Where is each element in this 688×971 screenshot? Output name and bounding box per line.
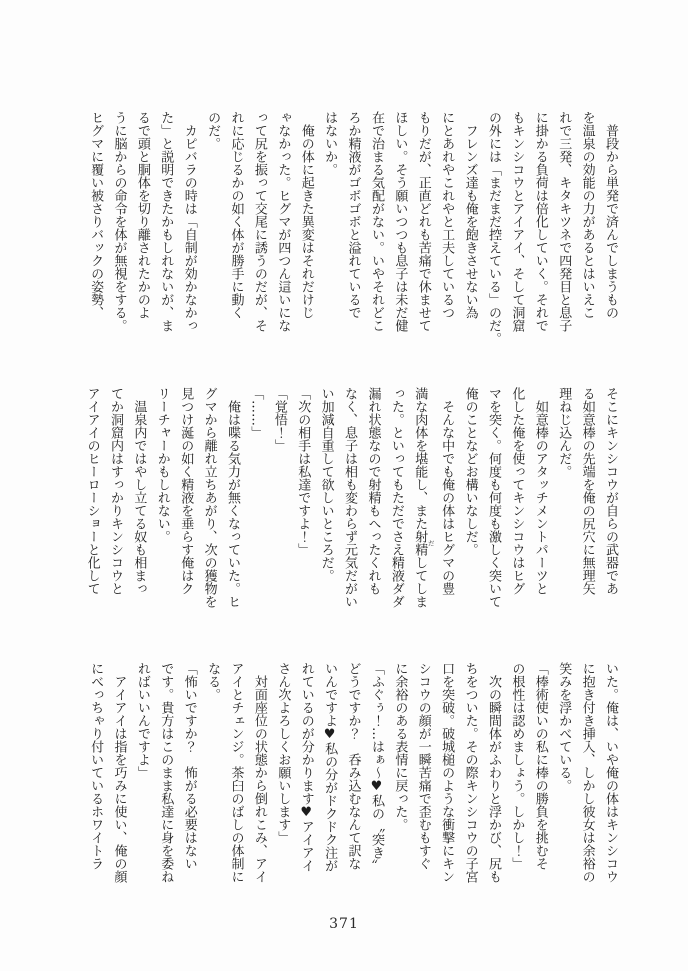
text-column: なる。 [205, 662, 221, 701]
text-column: のだ。 [205, 111, 221, 150]
text-column: ればいいんですよ」 [134, 662, 150, 779]
text-column: いんですよ♥私の分がドクドク注が [322, 662, 338, 872]
text-column: 普段から単発で済んでしまうもの [603, 111, 618, 319]
text-column: ゃなかった。ヒグマが四つん這いにな [275, 111, 291, 332]
text-column: フレンズ達も俺を飽きさせない為 [462, 111, 478, 319]
text-column: そこにキンシコウが自らの武器であ [603, 387, 618, 595]
text-column: った。といってもただでさえ精液ダダ [388, 387, 404, 608]
text-column: 理ねじ込んだ。 [556, 387, 572, 478]
text-column: 俺の体に起きた異変はそれだけじ [298, 111, 314, 319]
text-column: てか洞窟内はすっかりキンシコウと [107, 387, 123, 595]
text-column: に掛かる負荷は倍化していく。それで [532, 111, 548, 332]
text-column: れているのが分かります♥アイアイ [298, 662, 314, 872]
text-column: はないか。 [322, 111, 338, 176]
text-column: です。貴方はこのまま私達に身を委ね [158, 662, 174, 883]
text-column: 「怖いですか？ 怖がる必要はない [181, 662, 197, 870]
text-column: の根性は認めましょう。しかし！」 [509, 662, 525, 870]
text-column: 在で治まる気配がない。いやそれどこ [368, 111, 384, 332]
text-column: うに脳からの命令を体が無視をする。 [111, 111, 127, 332]
text-column: いた。俺は、いや俺の体はキンシコウ [603, 662, 618, 883]
text-column: 見つけ涎の如く精液を垂らす俺はク [178, 387, 194, 595]
page-number: 371 [329, 916, 359, 932]
text-column: にとあれやこれやと工夫しているつ [439, 111, 455, 319]
text-band-middle [80, 387, 622, 608]
text-column: 「……」 [248, 387, 264, 439]
text-column: リーチャーかもしれない。 [154, 387, 170, 543]
text-column: 対面座位の状態から倒れこみ、アイ [251, 662, 267, 883]
text-column: にべっちゃり付いているホワイトラ [88, 662, 104, 870]
text-column: そんな中でも俺の体はヒグマの豊 [439, 387, 455, 595]
text-column: れに応じるかの如く体が勝手に動く [228, 111, 244, 319]
text-column: 満な肉体を堪能し、また射精 だしてしま [412, 387, 435, 608]
text-column: ろか精液がゴボゴボと溢れているで [345, 111, 361, 319]
text-column: グマから離れ立ちあがり、次の獲物を [201, 387, 217, 608]
text-column: れで三発、キタキツネで四発目と息子 [556, 111, 572, 332]
text-column: 笑みを浮かべている。 [556, 662, 572, 792]
text-band-bottom [84, 662, 622, 883]
text-column: さん次よろしくお願いします」 [275, 662, 291, 844]
text-column: 俺は喋る気力が無くなっていた。ヒ [225, 387, 240, 608]
text-column: る如意棒の先端を俺の尻穴に無理矢 [579, 387, 595, 595]
text-column: アイアイは指を巧みに使い、俺の顔 [111, 662, 127, 883]
text-column: ほしい。そう願いつつも息子は未だ健 [392, 111, 408, 332]
text-column: アイとチェンジ。茶臼のばしの体制に [228, 662, 244, 883]
text-column: 漏れ状態なので射精もへったくれも [365, 387, 381, 595]
text-column: アイアイのヒーローショーと化して [84, 387, 100, 595]
text-column: 「次の相手は私達ですよ！」 [295, 387, 311, 556]
text-column: ヒグマに覆い被さりバックの姿勢、 [88, 111, 104, 319]
text-column: 「ふぐぅ！…はぁ～♥私の〝突き〟 [368, 662, 384, 872]
text-column: 如意棒のアタッチメントパーツと [532, 387, 548, 595]
text-column: に余裕のある表情に戻った。 [392, 662, 408, 831]
text-column: マを突く。何度も何度も激しく突いて [485, 387, 501, 608]
text-column: 口を突破。破城槌のような衝撃にキン [439, 662, 455, 883]
text-column: ちをついた。その際キンシコウの子宮 [462, 662, 478, 883]
furigana-ruby: 射精 だ [412, 530, 435, 556]
text-column: って尻を振って交尾に誘うのだが、そ [251, 111, 267, 332]
text-band-top [84, 111, 622, 345]
text-column: カピバラの時は「自制が効かなかっ [181, 111, 197, 332]
text-column: なく、息子は相も変わらず元気だがい [342, 387, 358, 608]
text-column: 次の瞬間体がふわりと浮かび、尻も [485, 662, 501, 883]
text-column: 温泉内ではやし立てる奴も相まっ [131, 387, 147, 595]
text-column: 「棒術使いの私に棒の勝負を挑むそ [532, 662, 548, 870]
text-column: を温泉の効能の力があるとはいえこ [579, 111, 595, 319]
text-column: どうですか？ 呑み込むなんて訳な [345, 662, 361, 870]
text-column: 俺のことなどお構いなしだ。 [462, 387, 478, 556]
text-column: 「覚悟！」 [271, 387, 287, 452]
text-column: るで頭と胴体を切り離されたかのよ [134, 111, 150, 319]
text-column: の外には「まだまだ控えている」のだ。 [485, 111, 501, 345]
text-column: に抱き付き挿入、しかし彼女は余裕の [579, 662, 595, 883]
text-column: もキンシコウとアイアイ、そして洞窟 [509, 111, 525, 332]
text-column: シコウの顔が一瞬苦痛で歪むもすぐ [415, 662, 431, 870]
text-column: い加減自重して欲しいところだ。 [318, 387, 334, 582]
text-column: た」と説明できたかもしれないが、ま [158, 111, 174, 332]
text-column: 化した俺を使ってキンシコウはヒグ [509, 387, 525, 595]
text-column: もりだが、正直どれも苦痛で休ませて [415, 111, 431, 332]
